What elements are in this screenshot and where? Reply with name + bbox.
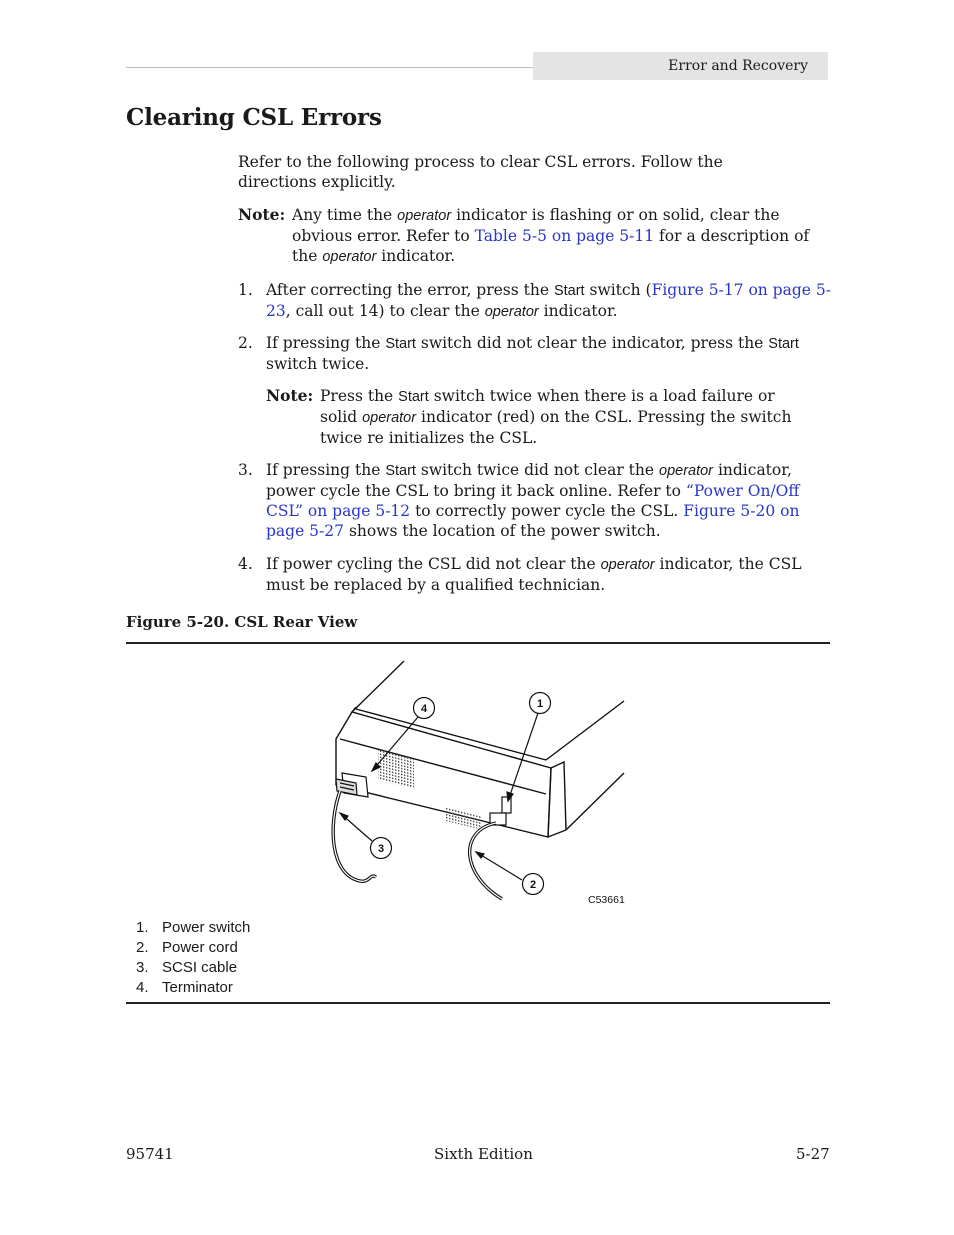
figure-link[interactable]: Figure 5-17 on page 5-23: [266, 281, 831, 320]
start-term: Start: [553, 283, 585, 299]
edition: Sixth Edition: [434, 1145, 533, 1163]
intro-text: Refer to the following process to clear CSL errors. Follow the directions explicitly.: [238, 153, 723, 191]
step-number: 3.: [238, 461, 253, 479]
step-number: 1.: [238, 281, 253, 299]
power-cord-icon: [470, 823, 502, 899]
note-text: Any time the operator indicator is flashing or on solid, clear the obvious error. Refer to Table 5-5 on page 5-11 for a description of the operator indicator.: [292, 206, 810, 265]
page-title: Clearing CSL Errors: [126, 104, 382, 131]
callout-1: 1: [536, 698, 544, 710]
figure-link[interactable]: Figure 5-20 on page 5-27: [266, 502, 800, 540]
start-term: Start: [385, 336, 416, 352]
doc-number: 95741: [126, 1145, 174, 1163]
step-text: If power cycling the CSL did not clear the operator indicator, the CSL must be replaced by a qualified technician.: [266, 555, 802, 594]
power-section-link[interactable]: “Power On/Off CSL” on page 5-12: [266, 482, 800, 520]
start-term: Start: [385, 463, 416, 479]
legend-item: 4. Terminator: [136, 979, 233, 996]
section-name: Error and Recovery: [668, 58, 808, 74]
operator-term: operator: [362, 410, 417, 426]
operator-term: operator: [322, 249, 377, 265]
step-number: 4.: [238, 555, 253, 573]
legend-item: 1. Power switch: [136, 919, 251, 936]
header-rule: [126, 67, 533, 68]
note-text: Press the Start switch twice when there is a load failure or solid operator indicator (red) on the CSL. Pressing the switch twice re initializes the CSL.: [320, 387, 792, 447]
step-number: 2.: [238, 334, 253, 352]
step-text: If pressing the Start switch twice did not clear the operator indicator, power cycle the CSL to bring it back online. Refer to “Power On/Off CSL” on page 5-12 to correctly power cycle the CSL. Figure 5-20 on page 5-27 shows the location of the power switch.: [266, 461, 800, 540]
running-header: [533, 52, 828, 80]
page-number: 5-27: [796, 1145, 830, 1163]
csl-rear-view-figure: [326, 655, 636, 913]
callout-3: 3: [377, 843, 385, 855]
step-text: If pressing the Start switch did not clear the indicator, press the Start switch twice.: [266, 334, 799, 373]
operator-term: operator: [397, 208, 452, 224]
operator-term: operator: [659, 463, 714, 479]
callout-4: 4: [420, 703, 428, 715]
figure-top-rule: [126, 642, 830, 644]
figure-code: C53661: [588, 894, 625, 906]
legend-item: 2. Power cord: [136, 939, 238, 956]
note-label: Note:: [238, 205, 286, 224]
start-term: Start: [768, 336, 799, 352]
callout-2: 2: [529, 879, 537, 891]
legend-item: 3. SCSI cable: [136, 959, 238, 976]
table-link[interactable]: Table 5-5 on page 5-11: [474, 227, 655, 245]
operator-term: operator: [484, 304, 539, 320]
start-term: Start: [398, 389, 429, 405]
note-label: Note:: [266, 386, 314, 405]
operator-term: operator: [600, 557, 655, 573]
figure-caption: Figure 5-20. CSL Rear View: [126, 613, 358, 631]
figure-bottom-rule: [126, 1002, 830, 1004]
scsi-cable-icon: [333, 791, 376, 881]
step-text: After correcting the error, press the Start switch (Figure 5-17 on page 5-23, call out 14) to clear the operator indicator.: [266, 281, 831, 320]
